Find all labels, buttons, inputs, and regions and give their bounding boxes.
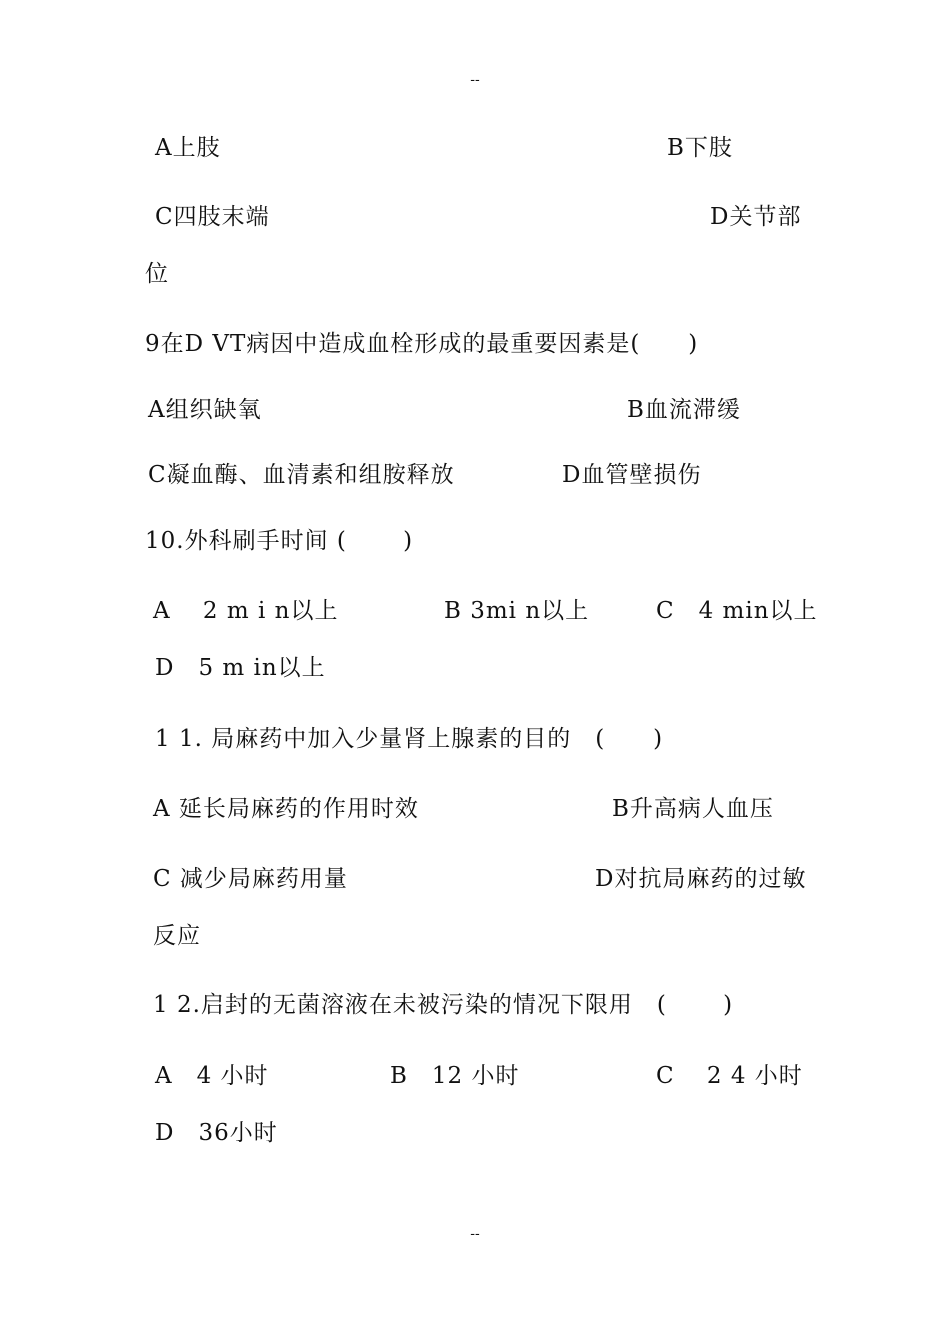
q12-option-c: C 2 4 小时 [656,1063,803,1089]
q10-stem: 10.外科刷手时间 ( ) [145,528,414,554]
q10-option-b: B 3mi n以上 [444,598,590,624]
q11-option-b: B升高病人血压 [612,796,774,822]
q11-option-d: D对抗局麻药的过敏 [595,866,807,892]
q10-option-d: D 5 m in以上 [155,655,326,681]
q12-stem: 1 2.启封的无菌溶液在未被污染的情况下限用 ( ) [153,992,734,1018]
q9-option-c: C凝血酶、血清素和组胺释放 [148,462,455,488]
q9-option-a: A组织缺氧 [148,397,262,423]
q8-option-d: D关节部 [710,204,802,230]
q12-option-b: B 12 小时 [390,1063,520,1089]
q8-option-b: B下肢 [667,135,733,161]
footer-mark: -- [470,1226,480,1242]
q8-option-d-wrap: 位 [145,261,169,287]
q10-option-a: A 2 m i n以上 [153,598,339,624]
q8-option-a: A上肢 [155,135,221,161]
q11-option-c: C 减少局麻药用量 [153,866,348,892]
q12-option-a: A 4 小时 [155,1063,269,1089]
q10-option-c: C 4 min以上 [656,598,818,624]
q9-option-b: B血流滞缓 [627,397,741,423]
q9-stem: 9在D VT病因中造成血栓形成的最重要因素是( ) [145,331,699,357]
q11-stem: 1 1. 局麻药中加入少量肾上腺素的目的 ( ) [155,726,664,752]
q11-option-a: A 延长局麻药的作用时效 [153,796,419,822]
header-mark: -- [470,72,480,88]
q12-option-d: D 36小时 [155,1120,278,1146]
q8-option-c: C四肢末端 [155,204,270,230]
q11-option-d-wrap: 反应 [153,923,201,949]
q9-option-d: D血管壁损伤 [562,462,702,488]
